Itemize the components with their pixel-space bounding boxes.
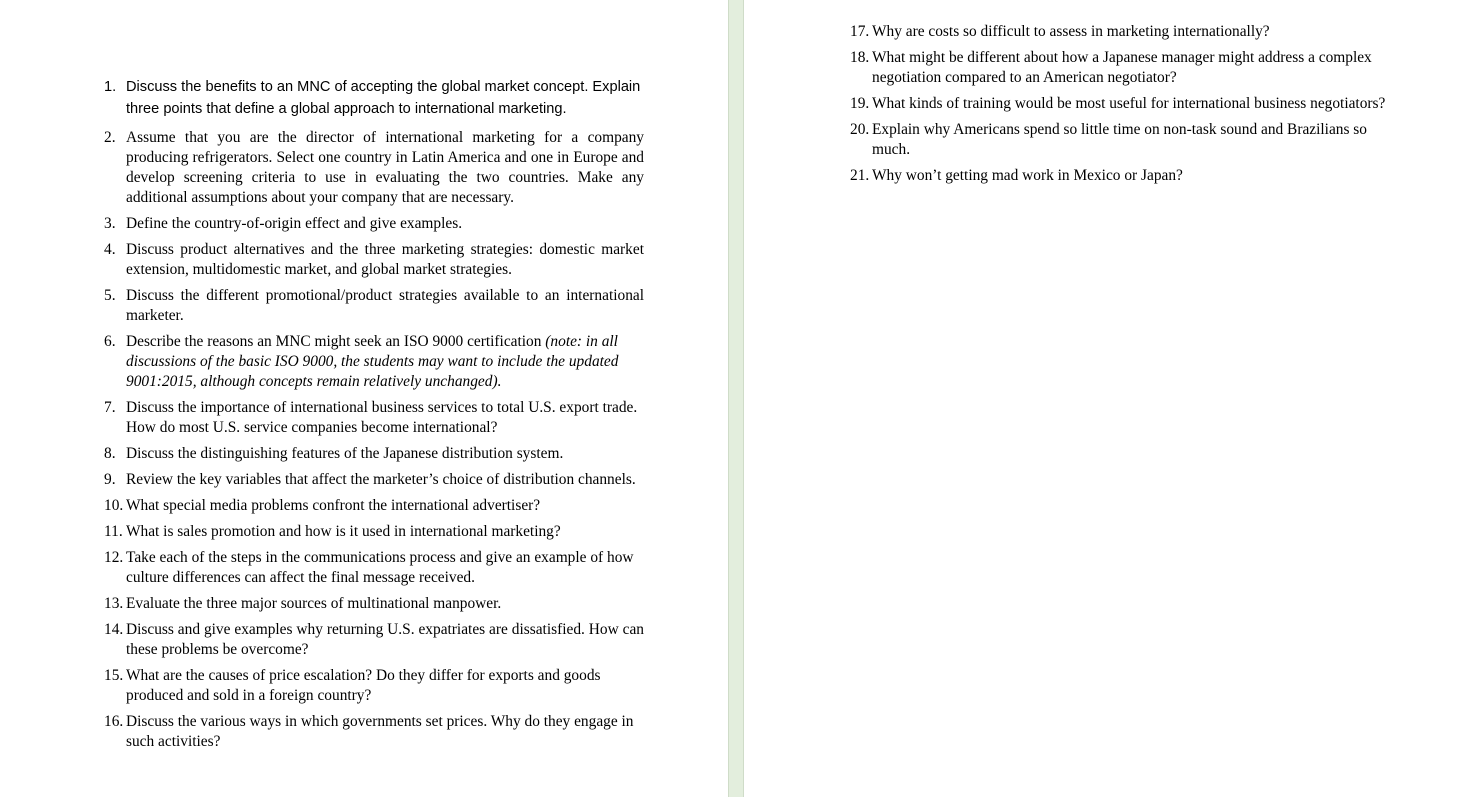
question-list [104, 76, 644, 758]
question-number: 11. [104, 523, 123, 540]
question-number: 5. [104, 287, 116, 304]
question-text: Discuss the benefits to an MNC of accepting the global market concept. Explain three points that define a global approach to international marketing. [126, 79, 641, 117]
question-number: 12. [104, 549, 124, 566]
question-text: What is sales promotion and how is it used in international marketing? [126, 523, 561, 540]
question-number: 13. [104, 595, 124, 612]
question-text: Discuss and give examples why returning U.S. expatriates are dissatisfied. How can these problems be overcome? [126, 621, 644, 658]
question-item [104, 522, 644, 542]
question-item [104, 712, 644, 752]
question-item [850, 94, 1395, 114]
question-item [104, 240, 644, 280]
question-number: 15. [104, 667, 124, 684]
question-text: Discuss the different promotional/product strategies available to an international marketer. [126, 287, 644, 324]
question-item [104, 620, 644, 660]
question-number: 9. [104, 471, 116, 488]
question-number: 17. [850, 23, 870, 40]
question-number: 18. [850, 49, 870, 66]
question-number: 21. [850, 167, 870, 184]
question-item [850, 22, 1395, 42]
question-item [104, 666, 644, 706]
question-number: 20. [850, 121, 870, 138]
question-text: Take each of the steps in the communications process and give an example of how culture differences can affect the final message received. [126, 549, 634, 586]
question-text: Discuss the distinguishing features of the Japanese distribution system. [126, 445, 564, 462]
question-item [104, 128, 644, 208]
question-number: 1. [104, 79, 117, 95]
question-text: Why won’t getting mad work in Mexico or Japan? [872, 167, 1183, 184]
question-item [850, 48, 1395, 88]
question-text: Discuss product alternatives and the three marketing strategies: domestic market extension, multidomestic market, and global market strategies. [126, 241, 644, 278]
question-item [104, 214, 644, 234]
question-item [104, 496, 644, 516]
question-number: 6. [104, 333, 116, 350]
question-text: Describe the reasons an MNC might seek an ISO 9000 certification [126, 333, 542, 350]
question-text: Why are costs so difficult to assess in marketing internationally? [872, 23, 1270, 40]
question-text: What kinds of training would be most useful for international business negotiators? [872, 95, 1386, 112]
question-number: 3. [104, 215, 116, 232]
question-text: What special media problems confront the international advertiser? [126, 497, 541, 514]
question-text: Review the key variables that affect the marketer’s choice of distribution channels. [126, 471, 636, 488]
question-number: 19. [850, 95, 870, 112]
question-item [850, 166, 1395, 186]
question-item [104, 76, 644, 120]
page-gutter [728, 0, 744, 797]
question-number: 16. [104, 713, 124, 730]
question-number: 4. [104, 241, 116, 258]
question-note: (note: in all discussions of the basic ISO 9000, the students may want to include the updated 9001:2015, although concepts remain relatively unchanged). [126, 333, 619, 390]
question-text: Explain why Americans spend so little time on non-task sound and Brazilians so much. [872, 121, 1367, 158]
question-item [104, 594, 644, 614]
question-item [104, 548, 644, 588]
question-text: Discuss the various ways in which governments set prices. Why do they engage in such activities? [126, 713, 634, 750]
question-text: What might be different about how a Japanese manager might address a complex negotiation compared to an American negotiator? [872, 49, 1372, 86]
question-number: 14. [104, 621, 124, 638]
question-number: 2. [104, 129, 116, 146]
question-text-container [126, 332, 644, 392]
question-text: Assume that you are the director of international marketing for a company producing refrigerators. Select one country in Latin America and one in Europe and develop screening criteria to use in evaluating the two countries. Make any additional assumptions about your company that are necessary. [126, 129, 644, 206]
question-item [850, 120, 1395, 160]
question-item [104, 332, 644, 392]
question-text: Evaluate the three major sources of multinational manpower. [126, 595, 502, 612]
question-text: What are the causes of price escalation? Do they differ for exports and goods produced and sold in a foreign country? [126, 667, 601, 704]
document-page-right [744, 0, 1477, 797]
question-item [104, 444, 644, 464]
question-number: 8. [104, 445, 116, 462]
question-text: Define the country-of-origin effect and give examples. [126, 215, 463, 232]
document-page-left [0, 0, 728, 797]
question-item [104, 398, 644, 438]
question-number: 10. [104, 497, 124, 514]
question-list [850, 22, 1395, 192]
question-number: 7. [104, 399, 116, 416]
question-item [104, 286, 644, 326]
question-text: Discuss the importance of international business services to total U.S. export trade. How do most U.S. service companies become international? [126, 399, 638, 436]
question-item [104, 470, 644, 490]
